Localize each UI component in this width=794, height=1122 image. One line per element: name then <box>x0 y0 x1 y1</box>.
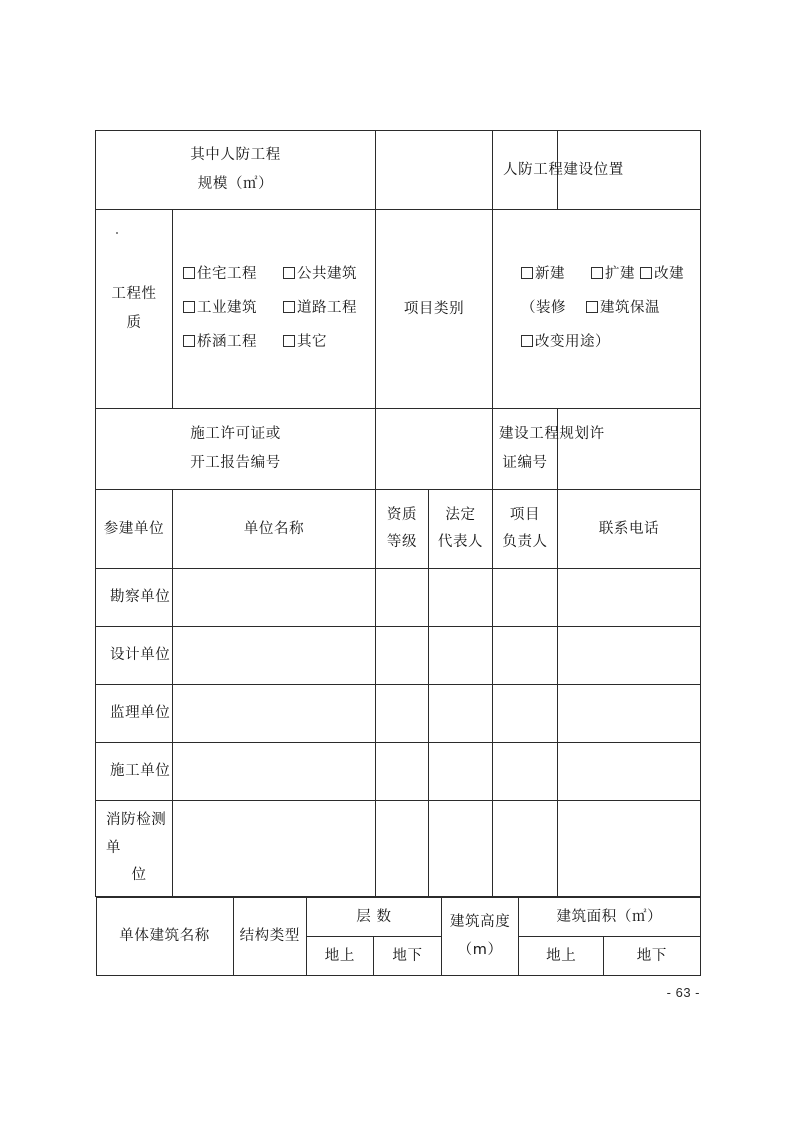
planning-permit-label-line1: 建设工程规划许 <box>499 426 605 442</box>
option-label-prefix: （装修 <box>521 299 567 316</box>
qualification-value <box>376 592 428 604</box>
unit-cell-qualification[interactable] <box>376 569 429 627</box>
unit-label-wrapper <box>96 801 172 896</box>
unit-cell-project-lead[interactable] <box>493 627 558 685</box>
row-project-nature <box>96 210 701 409</box>
cell-civil-defense-value[interactable] <box>376 131 493 210</box>
unit-cell-qualification[interactable] <box>376 627 429 685</box>
checkbox-icon[interactable] <box>521 267 533 279</box>
unit-cell-phone[interactable] <box>558 685 701 743</box>
project-lead-value <box>493 708 557 720</box>
unit-cell-name[interactable] <box>173 569 376 627</box>
unit-cell-project-lead[interactable] <box>493 801 558 897</box>
checkbox-icon[interactable] <box>283 267 295 279</box>
cell-planning-permit-value[interactable] <box>558 409 701 490</box>
planning-permit-value <box>558 443 700 455</box>
checkbox-icon[interactable] <box>183 335 195 347</box>
header-building-name <box>96 897 233 975</box>
table-row <box>96 743 701 801</box>
civil-defense-location-label: 人防工程建设位置 <box>503 161 624 178</box>
unit-label: 勘察单位 <box>110 588 171 605</box>
construction-permit-label-line1: 施工许可证或 <box>190 426 281 442</box>
row-civil-defense-scale <box>96 131 701 210</box>
unit-name-value <box>173 842 375 854</box>
unit-cell-qualification[interactable] <box>376 743 429 801</box>
header-project-leader <box>493 490 558 569</box>
page-number: - 63 - <box>666 985 700 1000</box>
option-label: 桥涵工程 <box>197 334 257 351</box>
unit-cell-legal-rep[interactable] <box>429 801 493 897</box>
cell-civil-defense-location-label <box>493 131 624 210</box>
header-building-name-label: 单体建筑名称 <box>119 928 210 944</box>
table-row <box>96 801 701 897</box>
header-project-lead-line1: 项目 <box>509 507 541 524</box>
header-legal-representative <box>429 490 493 569</box>
checkbox-option-renovation[interactable] <box>640 266 684 282</box>
option-label: 其它 <box>297 334 327 351</box>
header-structure-type-label: 结构类型 <box>239 928 300 944</box>
unit-cell-legal-rep[interactable] <box>429 569 493 627</box>
cell-civil-defense-label <box>96 131 376 210</box>
header-structure-type <box>233 897 306 975</box>
checkbox-icon[interactable] <box>591 267 603 279</box>
project-lead-value <box>493 650 557 662</box>
row-permits <box>96 409 701 490</box>
unit-row-label-supervision <box>96 685 173 743</box>
unit-label-line2: 位 <box>131 867 147 884</box>
header-area-below-label: 地下 <box>636 947 667 964</box>
unit-name-value <box>173 766 375 778</box>
checkbox-option-bridge-culvert[interactable] <box>183 334 257 350</box>
checkbox-option-industrial[interactable] <box>183 300 257 316</box>
header-floors-above-ground <box>306 936 373 975</box>
unit-label: 施工单位 <box>110 762 171 779</box>
unit-cell-phone[interactable] <box>558 801 701 897</box>
unit-label: 消防检测单 <box>106 812 167 856</box>
header-floors-below-ground <box>373 936 441 975</box>
project-category-label: 项目类别 <box>403 300 465 317</box>
unit-row-label-survey <box>96 569 173 627</box>
option-label: 建筑保温 <box>600 299 661 316</box>
unit-cell-qualification[interactable] <box>376 685 429 743</box>
unit-cell-phone[interactable] <box>558 627 701 685</box>
header-floors <box>306 897 441 936</box>
checkbox-option-other[interactable] <box>283 334 327 350</box>
unit-row-label-construction <box>96 743 173 801</box>
header-building-area-label: 建筑面积（㎡） <box>556 908 663 925</box>
unit-cell-project-lead[interactable] <box>493 569 558 627</box>
unit-name-value <box>173 592 375 604</box>
project-nature-option-list <box>173 249 375 369</box>
legal-rep-value <box>429 842 492 854</box>
cell-building-detail-wrapper <box>96 896 701 976</box>
legal-rep-value <box>429 592 492 604</box>
option-label: 道路工程 <box>297 299 357 316</box>
checkbox-option-public-building[interactable] <box>283 266 357 282</box>
header-contact-phone-label: 联系电话 <box>598 520 660 537</box>
header-height-line2: （m） <box>457 942 503 959</box>
option-label: 扩建 <box>605 265 636 282</box>
construction-permit-value <box>376 443 492 455</box>
table-row <box>96 685 701 743</box>
unit-name-value <box>173 650 375 662</box>
row-units-header <box>96 490 701 569</box>
header-area-below-ground <box>604 936 700 975</box>
checkbox-option-expansion[interactable] <box>591 266 635 282</box>
header-floors-label: 层 数 <box>356 908 392 925</box>
project-nature-label-line1: 工程性 <box>111 286 157 302</box>
unit-cell-phone[interactable] <box>558 569 701 627</box>
checkbox-icon[interactable] <box>586 301 598 313</box>
building-detail-table <box>96 897 701 976</box>
option-label: 公共建筑 <box>297 265 357 282</box>
unit-name-value <box>173 708 375 720</box>
header-qualification-level <box>376 490 429 569</box>
checkbox-option-new-build[interactable] <box>521 266 565 282</box>
cell-project-category-label <box>376 210 493 409</box>
cell-project-nature-options <box>173 210 376 409</box>
project-lead-value <box>493 766 557 778</box>
project-lead-value <box>493 842 557 854</box>
header-participant-unit-label: 参建单位 <box>103 520 165 537</box>
unit-cell-project-lead[interactable] <box>493 685 558 743</box>
checkbox-option-insulation[interactable] <box>586 300 660 316</box>
table-row <box>96 627 701 685</box>
construction-permit-label-line2: 开工报告编号 <box>190 455 281 471</box>
cell-planning-permit-label <box>493 409 605 490</box>
unit-cell-name[interactable] <box>173 801 376 897</box>
unit-cell-legal-rep[interactable] <box>429 627 493 685</box>
unit-cell-name[interactable] <box>173 743 376 801</box>
cell-construction-permit-label <box>96 409 376 490</box>
header-floors-below-label: 地下 <box>392 947 423 964</box>
header-qualification-line2: 等级 <box>386 534 418 550</box>
phone-value <box>558 650 700 662</box>
planning-permit-label-line2: 证编号 <box>502 455 548 471</box>
option-label: 工业建筑 <box>197 299 257 316</box>
unit-label: 设计单位 <box>110 646 171 663</box>
unit-cell-project-lead[interactable] <box>493 743 558 801</box>
unit-cell-legal-rep[interactable] <box>429 743 493 801</box>
phone-value <box>558 842 700 854</box>
checkbox-icon[interactable] <box>183 267 195 279</box>
legal-rep-value <box>429 766 492 778</box>
unit-row-label-design <box>96 627 173 685</box>
phone-value <box>558 708 700 720</box>
cell-construction-permit-value[interactable] <box>376 409 493 490</box>
header-unit-name <box>173 490 376 569</box>
checkbox-icon[interactable] <box>283 335 295 347</box>
construction-project-form-table <box>95 130 701 976</box>
phone-value <box>558 592 700 604</box>
phone-value <box>558 766 700 778</box>
unit-cell-legal-rep[interactable] <box>429 685 493 743</box>
legal-rep-value <box>429 650 492 662</box>
qualification-value <box>376 842 428 854</box>
checkbox-option-decoration[interactable] <box>521 300 566 316</box>
civil-defense-label-line2: 规模（㎡） <box>197 176 274 192</box>
cell-project-category-options <box>493 210 701 409</box>
checkbox-option-change-use[interactable] <box>521 334 610 350</box>
project-lead-value <box>493 592 557 604</box>
header-qualification-line1: 资质 <box>386 507 418 524</box>
header-height-line1: 建筑高度 <box>449 913 511 930</box>
header-project-lead-line2: 负责人 <box>502 534 548 550</box>
project-category-option-list <box>493 249 700 369</box>
unit-cell-phone[interactable] <box>558 743 701 801</box>
checkbox-icon[interactable] <box>283 301 295 313</box>
table-row <box>96 569 701 627</box>
header-participant-unit <box>96 490 173 569</box>
building-header-top-row <box>96 897 700 936</box>
option-label: 改变用途） <box>535 334 611 351</box>
qualification-value <box>376 650 428 662</box>
header-floors-above-label: 地上 <box>324 947 355 964</box>
header-building-height <box>442 897 519 975</box>
unit-cell-name[interactable] <box>173 685 376 743</box>
unit-cell-name[interactable] <box>173 627 376 685</box>
checkbox-icon[interactable] <box>183 301 195 313</box>
checkbox-icon[interactable] <box>521 335 533 347</box>
unit-row-label-fire-inspection <box>96 801 173 897</box>
header-area-above-ground <box>519 936 604 975</box>
checkbox-option-residential[interactable] <box>183 266 257 282</box>
option-label: 新建 <box>535 265 566 282</box>
cell-project-nature-label <box>96 210 173 409</box>
header-area-above-label: 地上 <box>546 947 577 964</box>
checkbox-option-road[interactable] <box>283 300 357 316</box>
checkbox-icon[interactable] <box>640 267 652 279</box>
header-building-area <box>519 897 700 936</box>
qualification-value <box>376 766 428 778</box>
header-legal-rep-line2: 代表人 <box>437 534 484 550</box>
qualification-value <box>376 708 428 720</box>
unit-cell-qualification[interactable] <box>376 801 429 897</box>
header-unit-name-label: 单位名称 <box>243 520 305 537</box>
civil-defense-value <box>376 164 492 176</box>
project-nature-label-line2: 质 <box>126 315 142 331</box>
legal-rep-value <box>429 708 492 720</box>
header-contact-phone <box>558 490 701 569</box>
header-legal-rep-line1: 法定 <box>445 507 476 524</box>
option-label: 住宅工程 <box>197 265 257 282</box>
civil-defense-label-line1: 其中人防工程 <box>190 147 281 163</box>
unit-label: 监理单位 <box>110 704 171 721</box>
row-building-detail-header <box>96 896 701 976</box>
option-label: 改建 <box>654 265 685 282</box>
